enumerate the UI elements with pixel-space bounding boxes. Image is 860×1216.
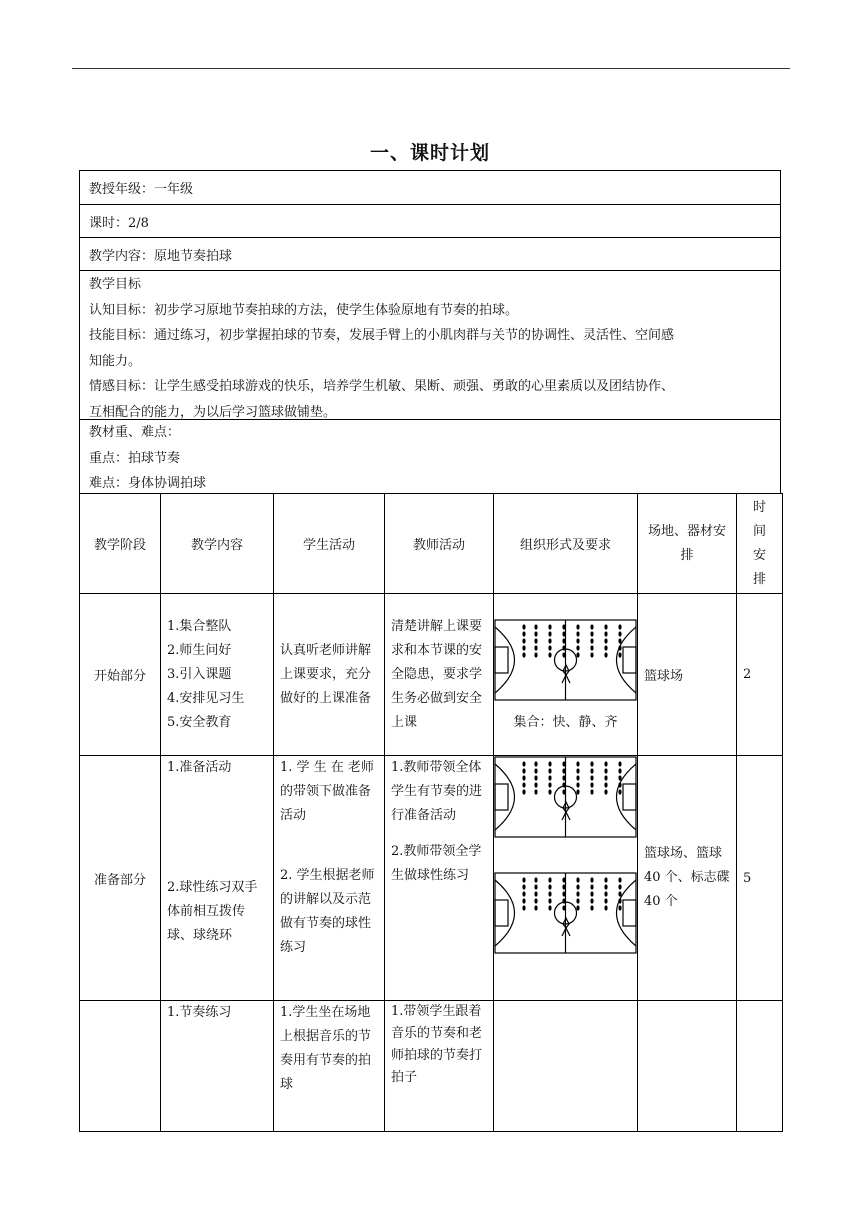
row2-student-b: 2. 学生根据老师的讲解以及示范做有节奏的球性练习 [280,868,375,955]
row2-content-b: 2.球性练习双手体前相互拨传球、球绕环 [167,880,258,943]
goal-skill-line2: 知能力。 [89,353,142,369]
table-row [80,1001,783,1132]
student-figure [576,898,579,903]
row2-stage: 准备部分 [80,756,161,1001]
row3-stage [80,1001,161,1132]
student-figure [548,775,551,780]
table-row [80,594,783,756]
student-figure [548,645,551,650]
student-figure [576,768,579,773]
student-figure [604,884,607,889]
student-figure [534,768,537,773]
student-figure [562,775,565,780]
row1-student: 认真听老师讲解上课要求，充分做好的上课准备 [274,594,385,756]
student-figure [590,898,593,903]
basketball-court-formation-icon [494,619,637,701]
student-figure [548,789,551,794]
student-figure [590,638,593,643]
basketball-court-formation-icon [494,756,637,838]
student-figure [534,761,537,766]
student-figure [604,638,607,643]
basketball-court-formation-icon [494,872,637,954]
student-figure [618,624,621,629]
header-rule [72,68,790,69]
student-figure [590,761,593,766]
student-figure [548,905,551,910]
student-figure [522,782,525,787]
student-figure [576,624,579,629]
student-figure [604,782,607,787]
student-figure [590,789,593,794]
row3-content: 1.节奏练习 [161,1001,274,1132]
content-row [79,237,781,270]
student-figure [576,884,579,889]
student-figure [522,877,525,882]
student-figure [522,905,525,910]
student-figure [590,624,593,629]
student-figure [590,631,593,636]
student-figure [534,624,537,629]
student-figure [534,789,537,794]
student-figure [548,638,551,643]
header-venue: 场地、器材安排 [638,494,737,594]
student-figure [604,789,607,794]
goal-skill-line1: 技能目标：通过练习，初步掌握拍球的节奏，发展手臂上的小肌肉群与关节的协调性、灵活性、空间感 [89,328,675,343]
row1-content-item: 4.安排见习生 [167,690,245,706]
student-figure [604,775,607,780]
student-figure [590,877,593,882]
student-figure [576,631,579,636]
student-figure [576,877,579,882]
content-text: 教学内容：原地节奏拍球 [89,248,233,264]
table-row [80,756,783,1001]
hours-text: 课时：2/8 [89,215,149,231]
student-figure [576,652,579,657]
student-figure [604,761,607,766]
student-figure [562,891,565,896]
student-figure [562,624,565,629]
lesson-plan-table [79,493,783,1132]
student-figure [618,761,621,766]
student-figure [522,624,525,629]
student-figure [618,877,621,882]
row2-teacher-b: 2.教师带领全学生做球性练习 [391,844,482,883]
student-figure [522,775,525,780]
row1-stage: 开始部分 [80,594,161,756]
student-figure [562,638,565,643]
row1-content [161,594,274,756]
student-figure [534,905,537,910]
student-figure [548,891,551,896]
student-figure [618,652,621,657]
row1-org [494,594,638,756]
row1-venue: 篮球场 [638,594,737,756]
student-figure [590,891,593,896]
student-figure [562,768,565,773]
student-figure [618,884,621,889]
student-figure [548,624,551,629]
student-figure [548,761,551,766]
student-figure [562,645,565,650]
student-figure [522,884,525,889]
focus-block [79,419,781,493]
row2-teacher-a: 1.教师带领全体学生有节奏的进行准备活动 [391,760,483,823]
row3-venue [638,1001,737,1132]
student-figure [604,652,607,657]
student-figure [548,877,551,882]
student-figure [576,775,579,780]
student-figure [534,638,537,643]
student-figure [604,898,607,903]
student-figure [590,884,593,889]
student-figure [576,891,579,896]
student-figure [618,768,621,773]
student-figure [548,631,551,636]
header-content: 教学内容 [161,494,274,594]
student-figure [522,761,525,766]
student-figure [590,905,593,910]
student-figure [618,645,621,650]
focus-heading: 教材重、难点： [89,425,181,440]
student-figure [618,775,621,780]
student-figure [562,631,565,636]
student-figure [590,645,593,650]
student-figure [562,905,565,910]
row1-teacher: 清楚讲解上课要求和本节课的安全隐患，要求学生务必做到安全上课 [385,594,494,756]
student-figure [604,877,607,882]
header-stage: 教学阶段 [80,494,161,594]
row2-time: 5 [737,756,783,1001]
student-figure [576,761,579,766]
student-figure [618,789,621,794]
grade-row [79,170,781,204]
student-figure [618,782,621,787]
student-figure [548,898,551,903]
student-figure [604,905,607,910]
student-figure [576,782,579,787]
student-figure [576,789,579,794]
row1-content-item: 5.安全教育 [167,714,232,730]
header-time: 时间安排 [737,494,783,594]
student-figure [534,884,537,889]
student-figure [562,898,565,903]
goal-cognitive: 认知目标：初步学习原地节奏拍球的方法，使学生体验原地有节奏的拍球。 [89,302,519,318]
row2-teacher [385,756,494,1001]
goals-block [79,270,781,419]
row2-content [161,756,274,1001]
student-figure [548,884,551,889]
student-figure [534,782,537,787]
student-figure [618,905,621,910]
grade-text: 教授年级：一年级 [89,182,194,197]
student-figure [534,877,537,882]
student-figure [522,638,525,643]
student-figure [590,768,593,773]
student-figure [534,631,537,636]
student-figure [522,789,525,794]
student-figure [562,789,565,794]
student-figure [562,761,565,766]
student-figure [618,631,621,636]
row1-content-item: 2.师生问好 [167,642,232,658]
student-figure [522,768,525,773]
row2-student [274,756,385,1001]
student-figure [604,768,607,773]
row1-time: 2 [737,594,783,756]
row3-org [494,1001,638,1132]
row3-time [737,1001,783,1132]
student-figure [604,645,607,650]
student-figure [576,645,579,650]
student-figure [522,631,525,636]
student-figure [562,877,565,882]
page-title: 一、课时计划 [369,142,490,164]
goal-emotion-line1: 情感目标：让学生感受拍球游戏的快乐，培养学生机敏、果断、顽强、勇敢的心里素质以及团结协作、 [89,379,675,394]
student-figure [534,645,537,650]
student-figure [590,782,593,787]
goals-heading: 教学目标 [89,277,142,292]
row1-org-note: 集合：快、静、齐 [513,715,618,730]
student-figure [522,645,525,650]
student-figure [590,775,593,780]
hours-row [79,204,781,237]
student-figure [604,891,607,896]
row2-venue: 篮球场、篮球 40 个、标志碟 40 个 [638,756,737,1001]
row2-student-a: 1. 学 生 在 老师的带领下做准备活动 [280,760,374,823]
student-figure [618,891,621,896]
row3-teacher: 1.带领学生跟着音乐的节奏和老师拍球的节奏打拍子 [385,1001,494,1132]
student-figure [604,631,607,636]
student-figure [562,782,565,787]
row2-org [494,756,638,1001]
student-figure [534,652,537,657]
header-org: 组织形式及要求 [494,494,638,594]
student-figure [562,652,565,657]
student-figure [548,768,551,773]
student-figure [534,775,537,780]
row1-content-item: 3.引入课题 [167,666,232,682]
row2-content-a: 1.准备活动 [167,760,232,775]
table-header-row [80,494,783,594]
student-figure [548,652,551,657]
student-figure [562,884,565,889]
goal-emotion-line2: 互相配合的能力，为以后学习篮球做铺垫。 [89,404,337,420]
row3-student: 1.学生坐在场地上根据音乐的节奏用有节奏的拍球 [274,1001,385,1132]
student-figure [618,638,621,643]
student-figure [534,898,537,903]
row1-content-item: 1.集合整队 [167,618,232,634]
student-figure [604,624,607,629]
student-figure [618,898,621,903]
student-figure [522,898,525,903]
focus-difficulty: 难点：身体协调拍球 [89,476,207,491]
student-figure [522,891,525,896]
student-figure [576,638,579,643]
student-figure [548,782,551,787]
student-figure [576,905,579,910]
header-teacher: 教师活动 [385,494,494,594]
student-figure [590,652,593,657]
student-figure [522,652,525,657]
student-figure [534,891,537,896]
header-student: 学生活动 [274,494,385,594]
focus-key-point: 重点：拍球节奏 [89,450,181,466]
